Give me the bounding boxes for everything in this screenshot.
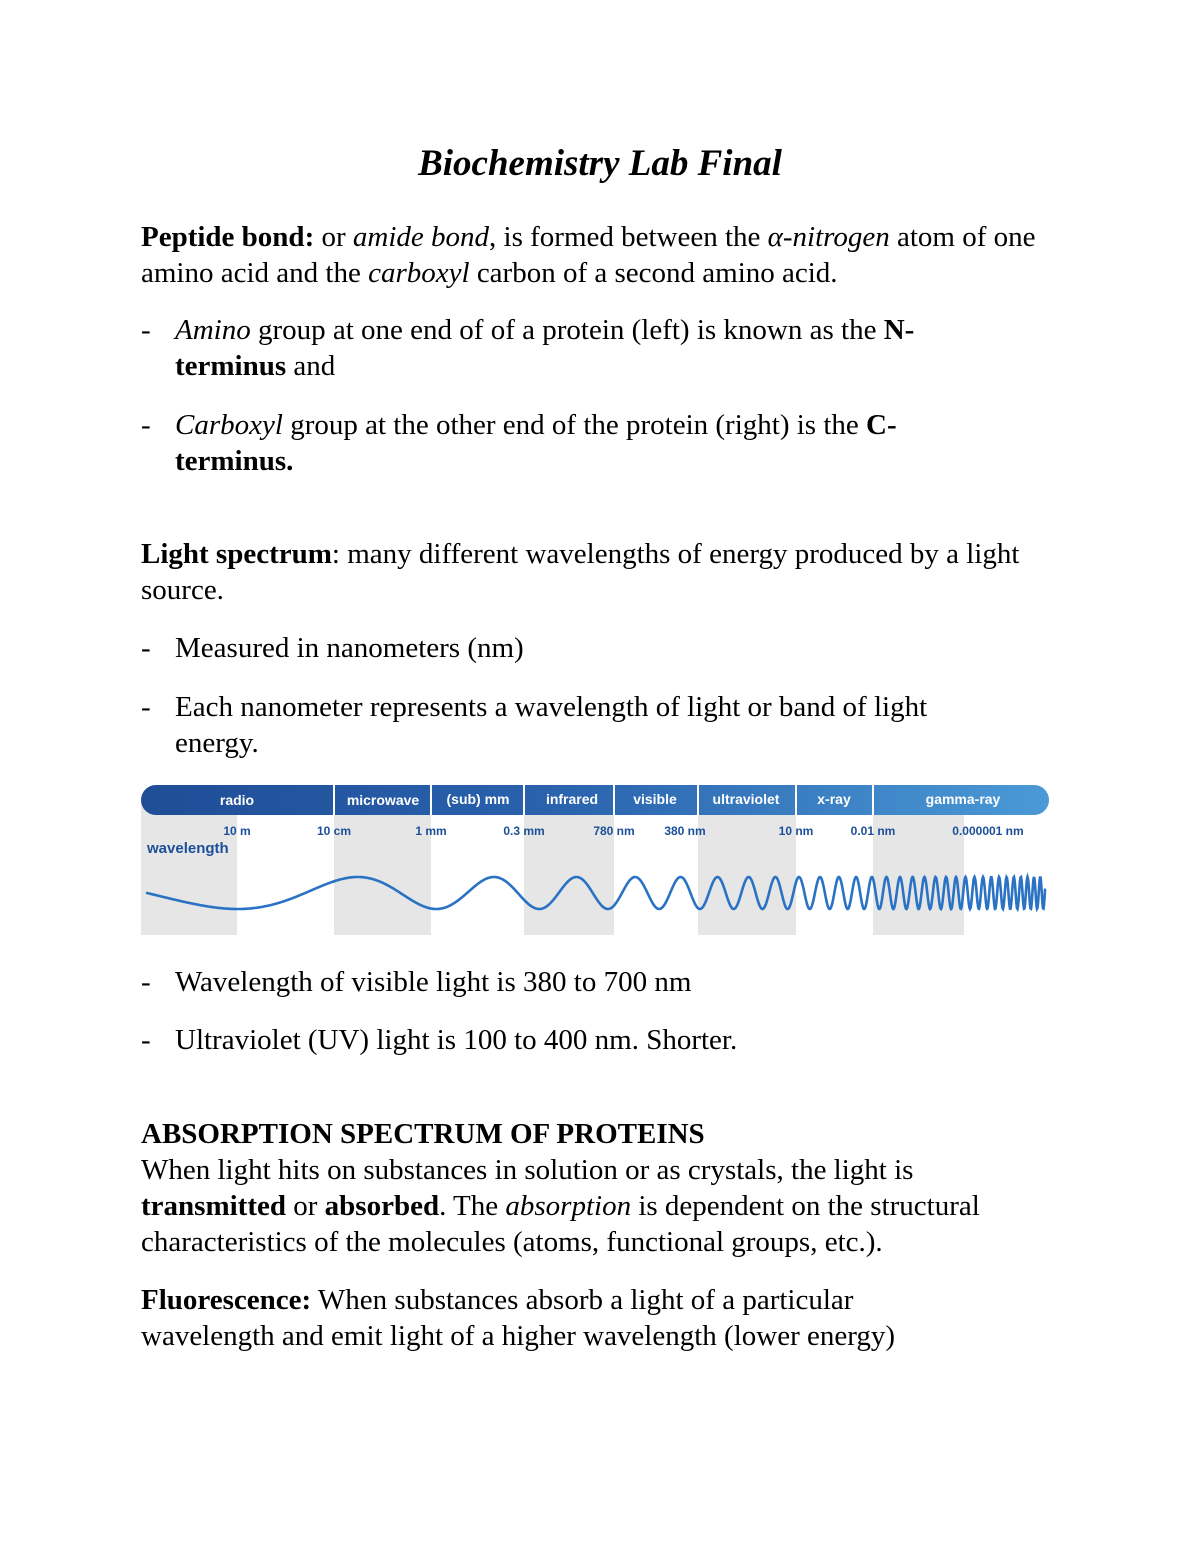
band-label-infrared: infrared: [545, 791, 599, 807]
bullet-dash: -: [141, 966, 151, 998]
band-label-visible: visible: [633, 791, 677, 807]
carboxyl-term: carboxyl: [368, 257, 470, 289]
bullet-dash: -: [141, 632, 151, 664]
band-label-submm: (sub) mm: [446, 791, 510, 807]
fluorescence-paragraph: [141, 1282, 981, 1354]
wavelength-label: 10 cm: [316, 824, 352, 838]
c-terminus-term: C-terminus.: [175, 409, 897, 477]
shade-column-microwave: [334, 801, 431, 935]
measured-bullet: [141, 630, 1041, 666]
wavelength-label: 0.3 mm: [503, 824, 545, 838]
uv-light-bullet: [141, 1022, 1041, 1058]
n-terminus-bullet: [141, 312, 961, 384]
bullet-text: [175, 312, 961, 384]
wavelength-label: 0.000001 nm: [952, 824, 1024, 838]
text-span: or: [314, 221, 353, 253]
wavelength-label: 10 m: [223, 824, 251, 838]
amino-term: Amino: [175, 314, 251, 346]
text-span: When light hits on substances in solution or as crystals, the light is: [141, 1154, 914, 1186]
bullet-text: Wavelength of visible light is 380 to 700 nm: [175, 966, 692, 998]
text-span: : many different wavelengths of energy produced by a light source.: [141, 538, 1020, 606]
text-span: When substances absorb a light of a particular wavelength and emit light of a higher wavelength (lower energy): [141, 1284, 896, 1352]
absorption-term: absorption: [505, 1190, 632, 1222]
shade-column-ultraviolet: [698, 801, 796, 935]
text-span: group at one end of of a protein (left) is known as the: [250, 314, 884, 346]
visible-light-bullet: [141, 964, 1041, 1000]
absorbed-term: absorbed: [324, 1190, 440, 1222]
carboxyl-group-term: Carboxyl: [175, 409, 283, 441]
text-span: group at the other end of the protein (right) is the: [282, 409, 866, 441]
absorption-paragraph: [141, 1152, 1061, 1260]
alpha-nitrogen-term: α-nitrogen: [767, 221, 890, 253]
nanometer-bullet: [141, 689, 1011, 761]
text-span: or: [285, 1190, 325, 1222]
text-span: atom of one amino acid and the: [141, 221, 1036, 289]
peptide-bond-paragraph: [141, 219, 1076, 291]
fluorescence-term: Fluorescence:: [141, 1284, 312, 1316]
electromagnetic-spectrum-figure: [141, 783, 1051, 935]
bullet-text: Ultraviolet (UV) light is 100 to 400 nm. Shorter.: [175, 1024, 738, 1056]
wavelength-label: 10 nm: [778, 824, 814, 838]
band-label-xray: x-ray: [817, 791, 851, 807]
bullet-dash: -: [141, 1024, 151, 1056]
text-span: is dependent on the structural characteristics of the molecules (atoms, functional groups, etc.).: [141, 1190, 980, 1258]
wavelength-label: 0.01 nm: [850, 824, 896, 838]
text-span: and: [286, 350, 336, 382]
amide-bond-term: amide bond: [352, 221, 490, 253]
band-label-ultraviolet: ultraviolet: [712, 791, 780, 807]
peptide-bond-term: Peptide bond:: [141, 221, 315, 253]
n-terminus-term: N-terminus: [175, 314, 915, 382]
shade-column-infrared: [524, 801, 614, 935]
page-title: Biochemistry Lab Final: [418, 143, 782, 184]
shade-column-gamma: [873, 801, 964, 935]
text-span: . The: [439, 1190, 506, 1222]
bullet-dash: -: [141, 409, 151, 441]
band-label-microwave: microwave: [346, 792, 420, 808]
c-terminus-bullet: [141, 407, 961, 479]
shade-column-radio: [141, 801, 237, 935]
light-spectrum-term: Light spectrum: [141, 538, 332, 570]
wavelength-label: 380 nm: [664, 824, 706, 838]
text-span: , is formed between the: [489, 221, 768, 253]
bullet-text: [175, 407, 961, 479]
bullet-dash: -: [141, 314, 151, 346]
band-label-radio: radio: [219, 792, 255, 808]
wavelength-label: 780 nm: [593, 824, 635, 838]
light-spectrum-paragraph: [141, 536, 1041, 608]
wavelength-axis-label: wavelength: [147, 840, 229, 857]
absorption-heading: ABSORPTION SPECTRUM OF PROTEINS: [141, 1118, 705, 1150]
bullet-text: Each nanometer represents a wavelength of light or band of light energy.: [175, 691, 928, 759]
text-span: carbon of a second amino acid.: [469, 257, 838, 289]
bullet-dash: -: [141, 691, 151, 723]
spectrum-svg: [141, 783, 1051, 935]
wavelength-label: 1 mm: [415, 824, 447, 838]
transmitted-term: transmitted: [141, 1190, 286, 1222]
bullet-text: Measured in nanometers (nm): [175, 632, 524, 664]
band-label-gamma: gamma-ray: [925, 791, 1001, 807]
